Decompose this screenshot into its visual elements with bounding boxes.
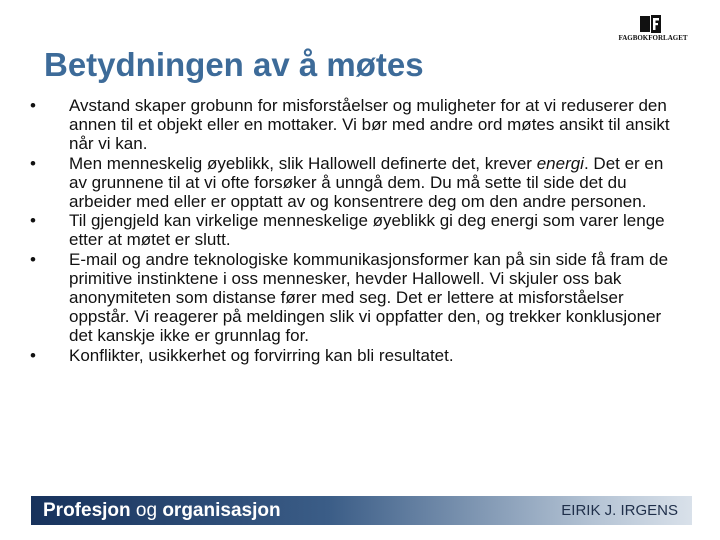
book-title-part: og: [130, 500, 163, 521]
publisher-logo: [618, 14, 688, 48]
bullet-text: Konflikter, usikkerhet og forvirring kan bli resultatet.: [69, 345, 454, 365]
bullet-text: Men menneskelig øyeblikk, slik Hallowell definerte det, krever: [69, 153, 537, 173]
footer-banner: [31, 496, 692, 525]
bullet-text: E-mail og andre teknologiske kommunikasjonsformer kan på sin side få fram de primitive instinktene i oss mennesker, hevder Hallowell. Vi skjuler oss bak anonymiteten som distanse fører med seg. Det er lettere at misforståelser oppstår. Vi reagerer på meldingen slik vi oppfatter den, og trekker konklusjoner det kanskje ikke er grunnlag for.: [69, 249, 669, 346]
bullet-text: Avstand skaper grobunn for misforståelser og muligheter for at vi reduserer den annen til et objekt eller en mottaker. Vi bør med andre ord møtes ansikt til ansikt når vi kan.: [69, 96, 670, 154]
bullet-item: [26, 154, 676, 212]
author-name: EIRIK J. IRGENS: [561, 502, 678, 519]
publisher-name: FAGBOKFORLAGET: [618, 34, 688, 42]
bullet-item: [26, 346, 676, 365]
slide-title: Betydningen av å møtes: [44, 46, 424, 83]
bullet-item: [26, 211, 676, 249]
bullet-text: . Det er en av grunnene til at vi ofte forsøker å unngå dem. Du må sette til side det du arbeider med eller er opptatt av og konsentrere deg om den andre personen.: [69, 153, 664, 212]
book-f-logo-icon: [640, 14, 662, 34]
bullet-emphasis: energi: [536, 153, 584, 173]
bullet-item: [26, 96, 676, 154]
book-title-part: Profesjon: [43, 500, 131, 521]
bullet-list: [26, 96, 676, 365]
bullet-text: Til gjengjeld kan virkelige menneskelige øyeblikk gi deg energi som varer lenge etter at møtet er slutt.: [69, 211, 665, 250]
book-title-part: organisasjon: [162, 500, 281, 521]
bullet-item: [26, 250, 676, 346]
book-title: [43, 500, 281, 522]
